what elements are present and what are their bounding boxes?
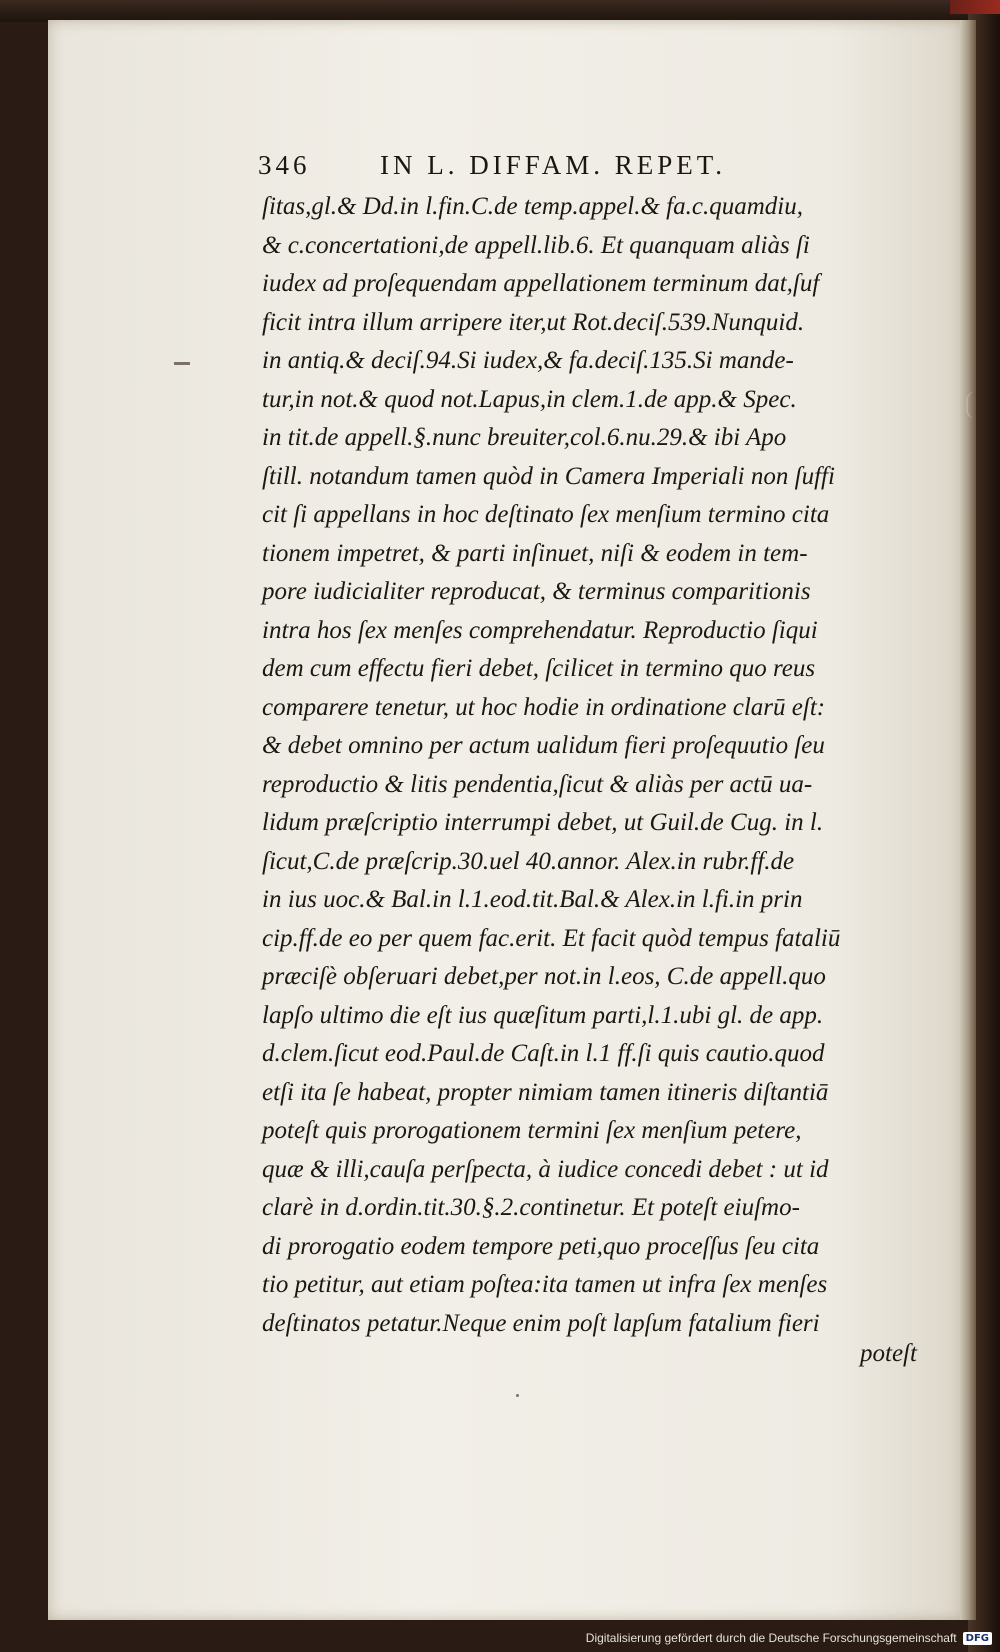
text-line: lapſo ultimo die eſt ius quæſitum parti,l.1.ubi gl. de app. [262, 1001, 824, 1029]
text-line: reproductio & litis pendentia,ſicut & aliàs per actū ua- [262, 770, 813, 798]
funding-note: Digitalisierung gefördert durch die Deutsche Forschungsgemeinschaft [585, 1631, 957, 1645]
text-line: poteſt quis prorogationem termini ſex menſium petere, [262, 1117, 802, 1144]
text-line: pore iudicialiter reproducat, & terminus comparitionis [262, 578, 811, 605]
text-line: cit ſi appellans in hoc deſtinato ſex menſium termino cita [262, 501, 830, 528]
scan-border-top [0, 0, 1000, 22]
text-line: tio petitur, aut etiam poſtea:ita tamen ut infra ſex menſes [262, 1271, 828, 1298]
text-line: dem cum effectu fieri debet, ſcilicet in termino quo reus [262, 655, 816, 682]
text-line: etſi ita ſe habeat, propter nimiam tamen itineris diſtantiā [262, 1078, 829, 1106]
text-line: clarè in d.ordin.tit.30.§.2.continetur. Et poteſt eiuſmo- [262, 1194, 800, 1221]
text-line: ſitas,gl.& Dd.in l.fin.C.de temp.appel.& fa.c.quamdiu, [262, 193, 803, 220]
text-line: deſtinatos petatur.Neque enim poſt lapſum fatalium fieri [262, 1309, 820, 1337]
text-line: cip.ff.de eo per quem fac.erit. Et facit quòd tempus fataliū [262, 924, 841, 952]
body-text [262, 188, 922, 1343]
paper-speck [516, 1394, 519, 1397]
text-line: iudex ad proſequendam appellationem terminum dat,ſuf [262, 270, 820, 297]
text-line: in antiq.& deciſ.94.Si iudex,& fa.deciſ.135.Si mande- [262, 347, 794, 374]
catchword: poteſt [860, 1340, 917, 1367]
text-line: ſtill. notandum tamen quòd in Camera Imperiali non ſuffi [262, 462, 835, 490]
text-line: intra hos ſex menſes comprehendatur. Reproductio ſiqui [262, 616, 818, 644]
running-head-title: IN L. DIFFAM. REPET. [380, 150, 727, 180]
text-line: lidum præſcriptio interrumpi debet, ut Guil.de Cug. in l. [262, 809, 824, 836]
text-line: in tit.de appell.§.nunc breuiter,col.6.nu.29.& ibi Apo [262, 424, 787, 451]
margin-mark-left [174, 362, 190, 365]
text-line: d.clem.ſicut eod.Paul.de Caſt.in l.1 ff.ſi quis cautio.quod [262, 1040, 825, 1067]
running-header [258, 150, 818, 186]
text-line: ſicut,C.de præſcrip.30.uel 40.annor. Alex.in rubr.ff.de [262, 847, 795, 875]
scan-color-marker [950, 0, 1000, 14]
text-line: comparere tenetur, ut hoc hodie in ordinatione clarū eſt: [262, 693, 826, 721]
text-line: ficit intra illum arripere iter,ut Rot.deciſ.539.Nunquid. [262, 308, 805, 336]
page-gutter-edge [960, 20, 976, 1620]
text-line: tionem impetret, & parti inſinuet, niſi & eodem in tem- [262, 539, 808, 567]
text-line: quæ & illi,cauſa perſpecta, à iudice concedi debet : ut id [262, 1155, 829, 1183]
margin-mark-right [966, 392, 974, 418]
text-line: di prorogatio eodem tempore peti,quo proceſſus ſeu cita [262, 1232, 820, 1260]
text-line: præciſè obſeruari debet,per not.in l.eos, C.de appell.quo [262, 963, 826, 990]
dfg-logo: DFG [963, 1632, 992, 1645]
text-line: & c.concertationi,de appell.lib.6. Et quanquam aliàs ſi [262, 231, 810, 259]
page-number: 346 [258, 150, 311, 180]
text-line: & debet omnino per actum ualidum fieri proſequutio ſeu [262, 732, 825, 759]
text-line: tur,in not.& quod not.Lapus,in clem.1.de app.& Spec. [262, 385, 797, 413]
text-line: in ius uoc.& Bal.in l.1.eod.tit.Bal.& Alex.in l.fi.in prin [262, 886, 803, 913]
digitization-footer [586, 1628, 992, 1648]
